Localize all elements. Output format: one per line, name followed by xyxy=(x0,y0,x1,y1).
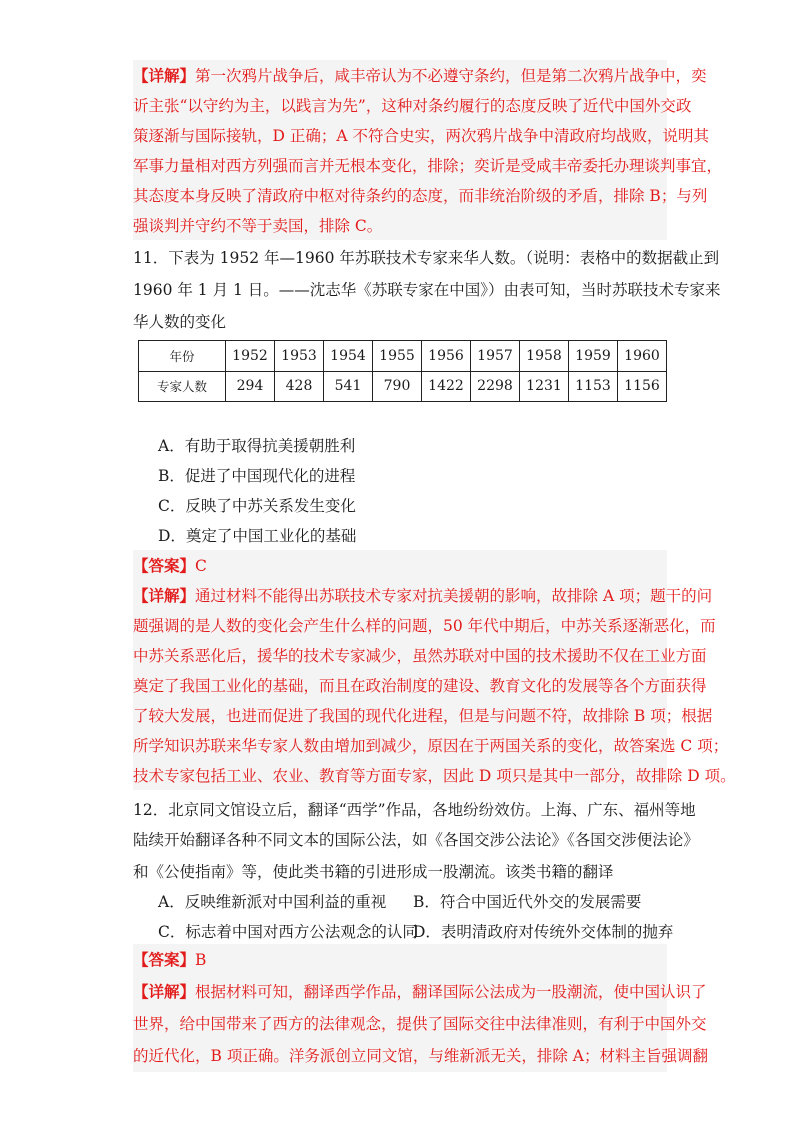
table-cell-count: 1156 xyxy=(618,371,667,402)
explanation-line: 所学知识苏联来华专家人数由增加到减少，原因在于两国关系的变化，故答案选 C 项； xyxy=(133,737,729,755)
option-a: A．反映维新派对中国利益的重视 xyxy=(158,893,387,911)
answer-value: B xyxy=(195,951,207,969)
answer-line xyxy=(133,950,206,970)
explanation-line: 世界，给中国带来了西方的法律观念，提供了国际交往中法律准则，有利于中国外交 xyxy=(133,1015,707,1033)
explanation-label: 【详解】 xyxy=(133,586,196,605)
explanation-line: 【详解】根据材料可知，翻译西学作品，翻译国际公法成为一股潮流，使中国认识了 xyxy=(133,982,707,1001)
option-b: B．促进了中国现代化的进程 xyxy=(158,467,356,485)
explanation-label: 【详解】 xyxy=(133,66,196,85)
table-row xyxy=(139,371,667,402)
question-11-stem: 11．下表为 1952 年—1960 年苏联技术专家来华人数。（说明：表格中的数据截止到 xyxy=(133,249,720,267)
explanation-line: 技术专家包括工业、农业、教育等方面专家，因此 D 项只是其中一部分，故排除 D 项。 xyxy=(133,767,736,785)
table-cell-year: 1955 xyxy=(373,341,422,372)
explanation-line: 中苏关系恶化后，援华的技术专家减少，虽然苏联对中国的技术援助不仅在工业方面 xyxy=(133,647,707,665)
option-d: D．奠定了中国工业化的基础 xyxy=(158,527,357,545)
table-cell-count: 1422 xyxy=(422,371,471,402)
answer-line xyxy=(133,556,207,576)
explanation-line: 策逐渐与国际接轨，D 正确；A 不符合史实，两次鸦片战争中清政府均战败，说明其 xyxy=(133,127,709,145)
table-cell-count: 541 xyxy=(324,371,373,402)
table-cell-year: 1954 xyxy=(324,341,373,372)
option-d: D．表明清政府对传统外交体制的抛弃 xyxy=(413,923,674,941)
table-cell-year: 1958 xyxy=(520,341,569,372)
explanation-line: 【详解】第一次鸦片战争后，咸丰帝认为不必遵守条约，但是第二次鸦片战争中，奕 xyxy=(133,66,707,85)
answer-label: 【答案】 xyxy=(133,950,196,969)
answer-label: 【答案】 xyxy=(133,556,196,575)
table-cell-year: 1952 xyxy=(226,341,275,372)
question-12-stem: 12．北京同文馆设立后，翻译“西学”作品，各地纷纷效仿。上海、广东、福州等地 xyxy=(133,801,696,819)
table-header-year: 年份 xyxy=(139,341,226,372)
experts-table xyxy=(138,340,667,402)
explanation-shade xyxy=(133,60,667,240)
table-cell-count: 790 xyxy=(373,371,422,402)
explanation-line: 【详解】通过材料不能得出苏联技术专家对抗美援朝的影响，故排除 A 项；题干的问 xyxy=(133,586,713,605)
explanation-line: 奠定了我国工业化的基础，而且在政治制度的建设、教育文化的发展等各个方面获得 xyxy=(133,677,707,695)
explanation-line: 了较大发展，也进而促进了我国的现代化进程，但是与问题不符，故排除 B 项；根据 xyxy=(133,707,713,725)
explanation-line: 其态度本身反映了清政府中枢对待条约的态度，而非统治阶级的矛盾，排除 B；与列 xyxy=(133,187,708,205)
table-cell-year: 1960 xyxy=(618,341,667,372)
question-12-stem: 和《公使指南》等，使此类书籍的引进形成一股潮流。该类书籍的翻译 xyxy=(133,863,614,881)
table-cell-count: 2298 xyxy=(471,371,520,402)
question-12-stem: 陆续开始翻译各种不同文本的国际公法，如《各国交涉公法论》《各国交涉便法论》 xyxy=(133,831,699,849)
explanation-line: 的近代化，B 项正确。洋务派创立同文馆，与维新派无关，排除 A；材料主旨强调翻 xyxy=(133,1047,708,1065)
explanation-label: 【详解】 xyxy=(133,982,196,1001)
table-cell-count: 1153 xyxy=(569,371,618,402)
option-b: B．符合中国近代外交的发展需要 xyxy=(413,893,642,911)
explanation-line: 军事力量相对西方列强而言并无根本变化，排除；奕䜣是受咸丰帝委托办理谈判事宜， xyxy=(133,157,723,175)
option-c: C．反映了中苏关系发生变化 xyxy=(158,497,356,515)
table-row xyxy=(139,341,667,372)
explanation-line: 强谈判并守约不等于卖国，排除 C。 xyxy=(133,217,383,235)
table-cell-year: 1953 xyxy=(275,341,324,372)
answer-value: C xyxy=(195,557,207,575)
table-cell-year: 1956 xyxy=(422,341,471,372)
explanation-line: 䜣主张“以守约为主，以践言为先”，这种对条约履行的态度反映了近代中国外交政 xyxy=(133,97,692,115)
question-11-stem: 1960 年 1 月 1 日。——沈志华《苏联专家在中国》）由表可知，当时苏联技术专家来 xyxy=(133,281,721,299)
table-cell-count: 294 xyxy=(226,371,275,402)
question-11-stem: 华人数的变化 xyxy=(133,313,227,331)
option-a: A．有助于取得抗美援朝胜利 xyxy=(158,437,356,455)
table-cell-year: 1959 xyxy=(569,341,618,372)
table-header-count: 专家人数 xyxy=(139,371,226,402)
table-cell-year: 1957 xyxy=(471,341,520,372)
table-cell-count: 1231 xyxy=(520,371,569,402)
explanation-line: 题强调的是人数的变化会产生什么样的问题，50 年代中期后，中苏关系逐渐恶化，而 xyxy=(133,617,716,635)
option-c: C．标志着中国对西方公法观念的认同 xyxy=(158,923,418,941)
table-cell-count: 428 xyxy=(275,371,324,402)
